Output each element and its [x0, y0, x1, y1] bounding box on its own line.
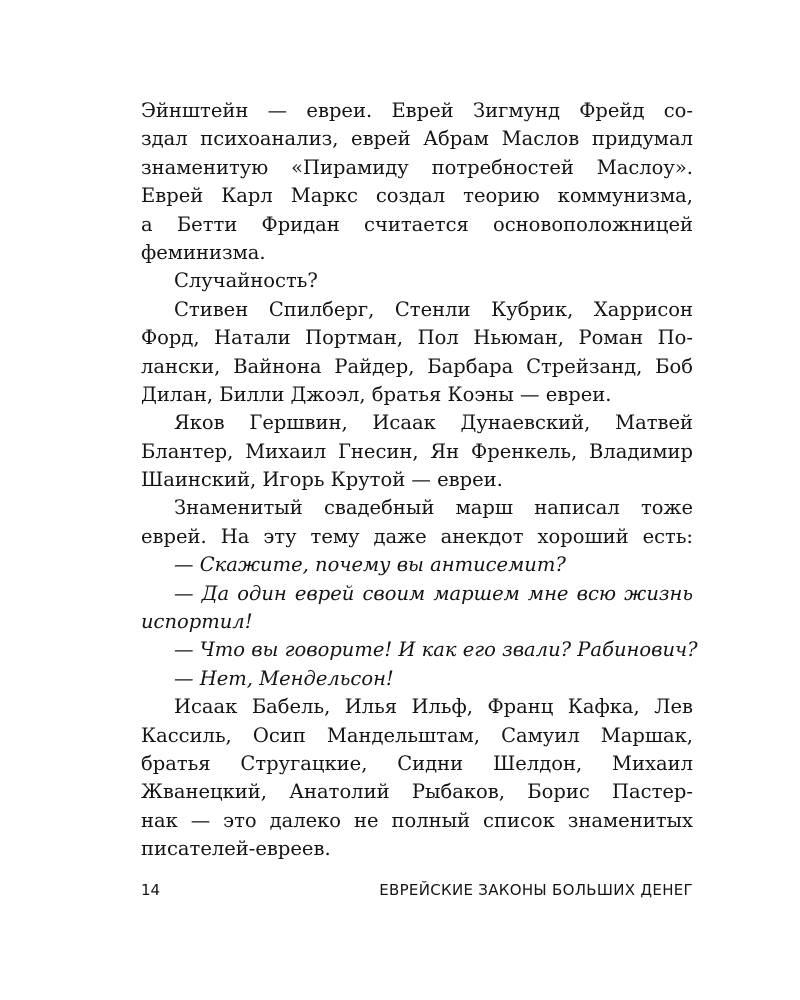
dialogue-line: — Скажите, почему вы антисемит? — [174, 553, 566, 577]
text-line: Стивен Спилберг, Стенли Кубрик, Харрисон — [174, 297, 693, 321]
dialogue-line: — Да один еврей своим маршем мне всю жизнь — [174, 581, 693, 605]
dialogue-line: — Что вы говорите! И как его звали? Рабинович? — [174, 638, 698, 662]
text-line: а Бетти Фридан считается основоположницей — [141, 212, 693, 236]
text-line: знаменитую «Пирамиду потребностей Маслоу». — [141, 155, 693, 179]
page-footer — [141, 877, 693, 903]
text-line: еврей. На эту тему даже анекдот хороший есть: — [141, 524, 693, 548]
text-line: Форд, Натали Портман, Пол Ньюман, Роман По- — [141, 326, 693, 350]
text-line: Знаменитый свадебный марш написал тоже — [174, 496, 693, 520]
text-line: Яков Гершвин, Исаак Дунаевский, Матвей — [174, 411, 693, 435]
text-line: феминизма. — [141, 240, 266, 264]
dialogue-line: — Нет, Мендельсон! — [174, 666, 394, 690]
text-line: Жванецкий, Анатолий Рыбаков, Борис Пастер- — [141, 780, 693, 804]
text-line: Эйнштейн — евреи. Еврей Зигмунд Фрейд со- — [141, 99, 693, 122]
text-line: Кассиль, Осип Мандельштам, Самуил Маршак, — [141, 723, 693, 747]
text-line: Исаак Бабель, Илья Ильф, Франц Кафка, Лев — [174, 695, 693, 719]
text-line: нак — это далеко не полный список знаменитых — [141, 808, 693, 832]
text-line: Случайность? — [174, 269, 318, 293]
book-page-text — [141, 97, 698, 864]
text-line: Дилан, Билли Джоэл, братья Коэны — евреи. — [141, 382, 612, 406]
text-line: Шаинский, Игорь Крутой — евреи. — [141, 468, 503, 492]
text-line: лански, Вайнона Райдер, Барбара Стрейзанд, Боб — [141, 354, 693, 378]
text-line: Блантер, Михаил Гнесин, Ян Френкель, Владимир — [141, 439, 693, 463]
text-line: писателей-евреев. — [141, 837, 331, 861]
running-title: ЕВРЕЙСКИЕ ЗАКОНЫ БОЛЬШИХ ДЕНЕГ — [379, 881, 693, 899]
text-line: здал психоанализ, еврей Абрам Маслов придумал — [141, 127, 693, 151]
dialogue-line: испортил! — [141, 610, 253, 634]
text-line: братья Стругацкие, Сидни Шелдон, Михаил — [141, 751, 693, 775]
text-line: Еврей Карл Маркс создал теорию коммунизма, — [141, 184, 693, 208]
page-number: 14 — [141, 881, 161, 899]
